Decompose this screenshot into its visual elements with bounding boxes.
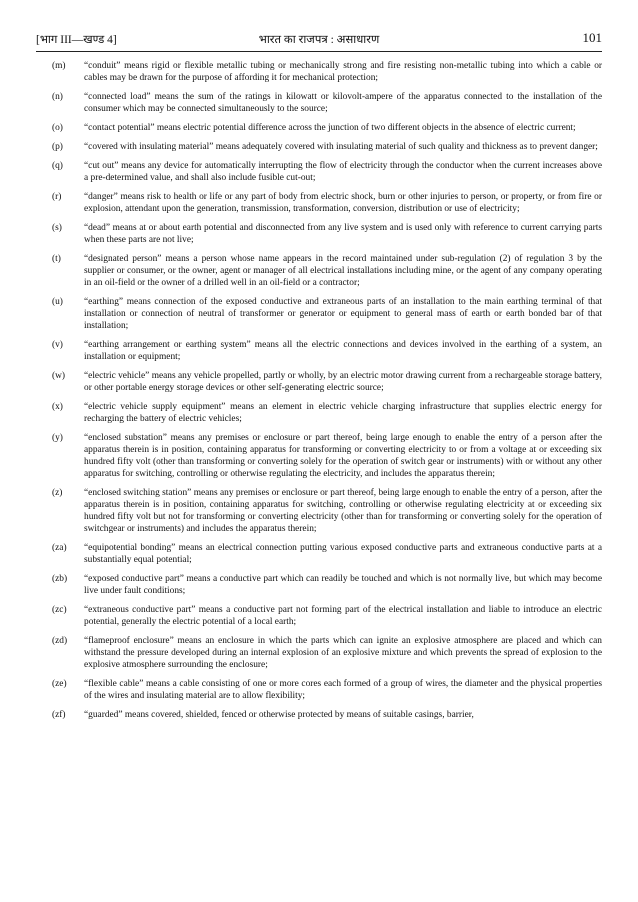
definition-clause	[36, 542, 602, 566]
clause-text: “extraneous conductive part” means a conductive part not forming part of the electrical installation and liable to introduce an electric potential, generally the electric potential of a local earth;	[84, 605, 602, 627]
gazette-page	[36, 32, 602, 728]
clause-text: “enclosed switching station” means any premises or enclosure or part thereof, being large enough to enable the entry of a person, after the apparatus therein is in position, containing apparatus for switching, controlling or otherwise regulating electricity at or exceeding six hundred fifty volt but not for transforming or converting electricity (other than for transforming or converting solely for the operation of switchgear or instruments) and includes the apparatus therein;	[84, 488, 602, 534]
clause-text: “cut out” means any device for automatically interrupting the flow of electricity through the conductor when the current increases above a pre-determined value, and shall also include fusible cut-out;	[84, 161, 602, 183]
header-divider	[36, 51, 602, 52]
clause-text: “connected load” means the sum of the ratings in kilowatt or kilovolt-ampere of the apparatus connected to the installation of the consumer which may be connected simultaneously to the source;	[84, 92, 602, 114]
definition-clause	[36, 253, 602, 289]
clause-label: (s)	[52, 223, 62, 233]
clause-text: “conduit” means rigid or flexible metallic tubing or mechanically strong and fire resisting non-metallic tubing into which a cable or cables may be drawn for the purpose of affording it for mechanical protection;	[84, 61, 602, 83]
definition-clause	[36, 60, 602, 84]
clause-label: (r)	[52, 192, 62, 202]
page-number: 101	[582, 30, 602, 45]
clause-label: (m)	[52, 61, 66, 71]
definition-clause	[36, 401, 602, 425]
clause-text: “dead” means at or about earth potential and disconnected from any live system and is used only with reference to current carrying parts when these parts are not live;	[84, 223, 602, 245]
clause-label: (n)	[52, 92, 63, 102]
clause-text: “designated person” means a person whose name appears in the record maintained under sub-regulation (2) of regulation 3 by the supplier or consumer, or the owner, agent or manager of all electrical installations including mine, or the agent of any company operating in an oil-field or the owner of a drilled well in an oil-field or a contractor;	[84, 254, 602, 288]
clause-label: (zd)	[52, 636, 68, 646]
header-part-label: [भाग III—खण्ड 4]	[36, 34, 117, 46]
clause-text: “guarded” means covered, shielded, fenced or otherwise protected by means of suitable casings, barrier,	[84, 710, 474, 720]
clause-label: (z)	[52, 488, 63, 498]
clause-text: “flameproof enclosure” means an enclosure in which the parts which can ignite an explosive atmosphere are placed and which can withstand the pressure developed during an internal explosion of an explosive mixture and which prevents the spread of explosion to the explosive atmosphere surrounding the enclosure;	[84, 636, 602, 670]
definition-clause	[36, 141, 602, 153]
definition-clause	[36, 604, 602, 628]
clause-text: “earthing arrangement or earthing system” means all the electric connections and devices involved in the earthing of a system, an installation or equipment;	[84, 340, 602, 362]
definition-clause	[36, 487, 602, 535]
clause-label: (x)	[52, 402, 63, 412]
clause-text: “equipotential bonding” means an electrical connection putting various exposed conductive parts and extraneous conductive parts at a substantially equal potential;	[84, 543, 602, 565]
clause-text: “contact potential” means electric potential difference across the junction of two different objects in the absence of electric current;	[84, 123, 576, 133]
definition-clause	[36, 91, 602, 115]
definition-clause	[36, 191, 602, 215]
clause-label: (za)	[52, 543, 67, 553]
clause-text: “enclosed substation” means any premises or enclosure or part thereof, being large enough to enable the entry of a person after the apparatus therein is in position, containing apparatus for transforming or converting electricity to or from a voltage at or exceeding six hundred fifty volt (other than transforming or converting solely for the operation of switch gear or instruments) with or without any other apparatus for switching, controlling or otherwise regulating the electricity, and includes the apparatus therein;	[84, 433, 602, 479]
clause-label: (o)	[52, 123, 63, 133]
clause-text: “covered with insulating material” means adequately covered with insulating material of such quality and thickness as to prevent danger;	[84, 142, 598, 152]
clause-label: (u)	[52, 297, 63, 307]
definition-clause	[36, 370, 602, 394]
clause-label: (t)	[52, 254, 61, 264]
definition-clause	[36, 635, 602, 671]
header-gazette-title: भारत का राजपत्र : असाधारण	[258, 34, 380, 46]
clause-label: (zf)	[52, 710, 66, 720]
page-header	[36, 32, 602, 48]
definition-clause	[36, 339, 602, 363]
clause-text: “electric vehicle” means any vehicle propelled, partly or wholly, by an electric motor drawing current from a rechargeable storage battery, or other portable energy storage devices or other self-generating electric source;	[84, 371, 602, 393]
definition-clause	[36, 160, 602, 184]
definition-clause	[36, 709, 602, 721]
definition-clause	[36, 678, 602, 702]
clause-label: (y)	[52, 433, 63, 443]
definition-clause	[36, 296, 602, 332]
definitions-list	[36, 60, 602, 721]
clause-text: “danger” means risk to health or life or any part of body from electric shock, burn or other injuries to person, or property, or from fire or explosion, attendant upon the generation, transmission, transformation, conversion, distribution or use of electricity;	[84, 192, 602, 214]
clause-label: (v)	[52, 340, 63, 350]
definition-clause	[36, 573, 602, 597]
clause-text: “flexible cable” means a cable consisting of one or more cores each formed of a group of wires, the diameter and the physical properties of the wires and insulating material are to allow flexibility;	[84, 679, 602, 701]
clause-text: “exposed conductive part” means a conductive part which can readily be touched and which is not normally live, but which may become live under fault conditions;	[84, 574, 602, 596]
clause-text: “electric vehicle supply equipment” means an element in electric vehicle charging infrastructure that supplies electric energy for recharging the battery of electric vehicles;	[84, 402, 602, 424]
clause-label: (q)	[52, 161, 63, 171]
clause-label: (w)	[52, 371, 66, 381]
clause-label: (zc)	[52, 605, 67, 615]
clause-label: (p)	[52, 142, 63, 152]
clause-label: (zb)	[52, 574, 68, 584]
clause-label: (ze)	[52, 679, 67, 689]
definition-clause	[36, 432, 602, 480]
definition-clause	[36, 122, 602, 134]
definition-clause	[36, 222, 602, 246]
clause-text: “earthing” means connection of the exposed conductive and extraneous parts of an installation to the main earthing terminal of that installation or connection of neutral of transformer or generator or equipment to general mass of earth or earth bonded bar of that installation;	[84, 297, 602, 331]
